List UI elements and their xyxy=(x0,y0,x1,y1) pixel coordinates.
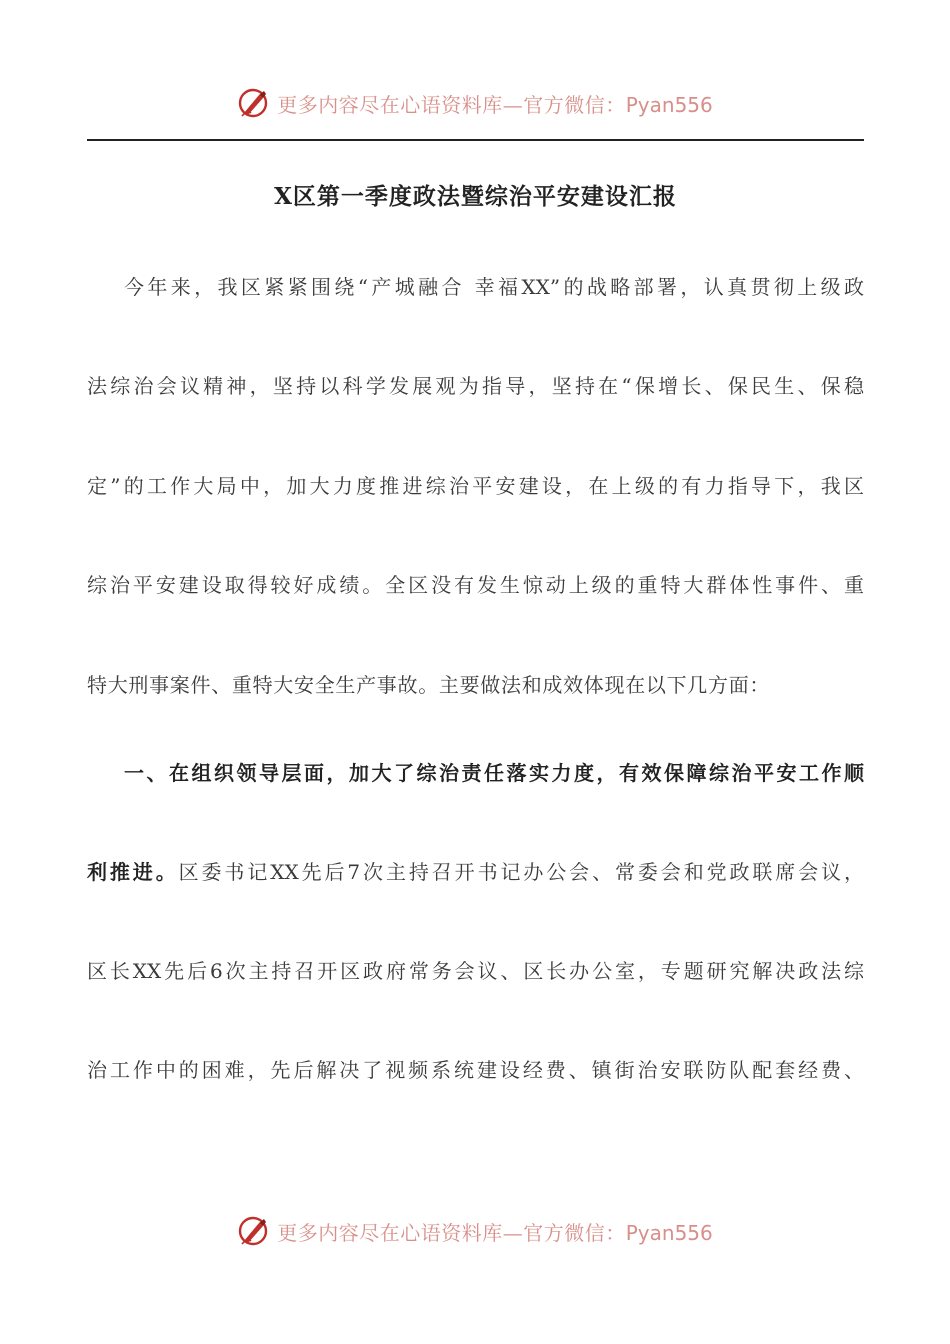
section-line xyxy=(87,857,864,887)
paragraph-line: 定”的工作大局中，加大力度推进综治平安建设，在上级的有力指导下，我区 xyxy=(87,474,864,498)
paragraph-line: 特大刑事案件、重特大安全生产事故。主要做法和成效体现在以下几方面： xyxy=(87,673,771,697)
pen-circle-logo-icon xyxy=(237,86,271,120)
watermark-wechat-id: Pyan556 xyxy=(625,92,713,117)
section-line: 治工作中的困难，先后解决了视频系统建设经费、镇街治安联防队配套经费、 xyxy=(87,1058,864,1082)
watermark-wechat-id: Pyan556 xyxy=(625,1220,713,1245)
section-heading: 一、在组织领导层面，加大了综治责任落实力度，有效保障综治平安工作顺 xyxy=(124,761,864,785)
watermark-text: 更多内容尽在心语资料库—官方微信：Pyan556 xyxy=(277,1220,713,1245)
paragraph-line: 法综治会议精神，坚持以科学发展观为指导，坚持在“保增长、保民生、保稳 xyxy=(87,374,864,398)
section-body-text: 区委书记XX先后7次主持召开书记办公会、常委会和党政联席会议， xyxy=(178,860,865,884)
header-divider xyxy=(87,139,864,141)
document-title: X区第一季度政法暨综治平安建设汇报 xyxy=(274,183,677,210)
paragraph-line: 今年来，我区紧紧围绕“产城融合 幸福XX”的战略部署，认真贯彻上级政 xyxy=(124,275,864,299)
watermark-text: 更多内容尽在心语资料库—官方微信：Pyan556 xyxy=(277,92,713,117)
pen-circle-logo-icon xyxy=(237,1214,271,1248)
section-line: 区长XX先后6次主持召开区政府常务会议、区长办公室，专题研究解决政法综 xyxy=(87,959,864,983)
footer-watermark xyxy=(0,1211,950,1251)
header-watermark xyxy=(0,83,950,123)
paragraph-line: 综治平安建设取得较好成绩。全区没有发生惊动上级的重特大群体性事件、重 xyxy=(87,573,864,597)
section-heading-tail: 利推进。 xyxy=(87,860,179,884)
